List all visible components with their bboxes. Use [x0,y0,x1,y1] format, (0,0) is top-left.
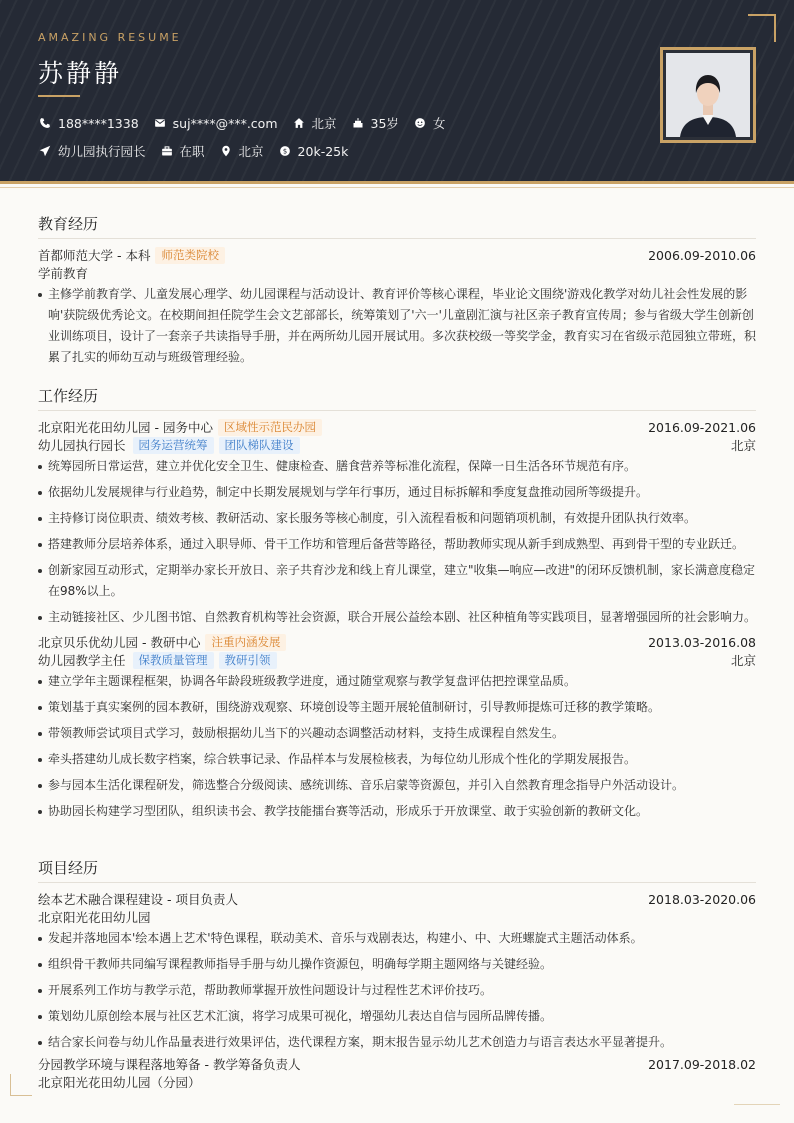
project-name: 分园教学环境与课程落地筹备 - 教学筹备负责人 [38,1057,301,1072]
project-org: 北京阳光花田幼儿园（分园） [38,1075,201,1090]
cake-icon [351,116,365,130]
job-info-row [38,142,362,160]
candidate-name: 苏静静 [38,59,123,88]
list-item: 带领教师尝试项目式学习，鼓励根据幼儿当下的兴趣动态调整活动材料，支持生成课程自然发生。 [38,723,756,744]
location-icon [219,144,233,158]
mail-icon [153,116,167,130]
education-school-tag: 师范类院校 [155,247,225,264]
job-status-info [160,142,205,160]
list-item: 发起并落地园本'绘本遇上艺术'特色课程，联动美术、音乐与戏剧表达，构建小、中、大班螺旋式主题活动体系。 [38,928,756,949]
project-org-row [38,1073,756,1091]
work-role-row [38,436,756,454]
list-item: 依据幼儿发展规律与行业趋势，制定中长期发展规划与学年行事历，通过目标拆解和季度复盘推动园所等级提升。 [38,482,756,503]
education-date: 2006.09-2010.06 [648,247,756,263]
work-bullets [38,671,756,822]
list-item: 策划基于真实案例的园本教研，围绕游戏观察、环境创设等主题开展轮值制研讨，引导教师提炼可迁移的教学策略。 [38,697,756,718]
work-role: 幼儿园教学主任 [38,653,126,668]
work-section [38,385,756,827]
resume-header [0,0,794,184]
contact-info-row [38,114,459,132]
hometown-info [292,114,337,132]
list-item: 开展系列工作坊与教学示范，帮助教师掌握开放性问题设计与过程性艺术评价技巧。 [38,980,756,1001]
work-bullets [38,456,756,628]
gender-info [413,114,446,132]
project-date: 2018.03-2020.06 [648,891,756,907]
work-date: 2013.03-2016.08 [648,634,756,650]
email-text: suj****@***.com [172,115,278,131]
salary-text: 20k-25k [297,143,349,159]
profile-photo-image [666,53,750,137]
education-section [38,213,756,373]
list-item: 统筹园所日常运营，建立并优化安全卫生、健康检查、膳食营养等标准化流程，保障一日生活各环节规范有序。 [38,456,756,477]
section-title-education: 教育经历 [38,213,756,239]
work-role-tag: 团队梯队建设 [219,437,300,454]
work-role: 幼儿园执行园长 [38,438,126,453]
work-org: 北京贝乐优幼儿园 - 教研中心 [38,635,201,650]
work-role-tag: 保教质量管理 [133,652,214,669]
list-item: 主动链接社区、少儿图书馆、自然教育机构等社会资源，联合开展公益绘本剧、社区种植角等实践项目，显著增强园所的社会影响力。 [38,607,756,628]
work-role-tag: 园务运营统筹 [133,437,214,454]
person-portrait-icon [666,53,750,137]
phone-text: 188****1338 [58,115,139,131]
section-title-projects: 项目经历 [38,857,756,883]
salary-icon [278,144,292,158]
work-entry-header [38,633,756,651]
project-org: 北京阳光花田幼儿园 [38,910,151,925]
header-divider [0,187,794,188]
list-item: 策划幼儿原创绘本展与社区艺术汇演，将学习成果可视化，增强幼儿表达自信与园所品牌传播。 [38,1006,756,1027]
salary-info [278,144,349,159]
age-info [351,114,399,132]
email-info [153,116,278,131]
resume-tagline: AMAZING RESUME [38,31,182,44]
project-entry-header [38,890,756,908]
list-item: 创新家园互动形式，定期举办家长开放日、亲子共育沙龙和线上育儿课堂，建立"收集—响应—改进"的闭环反馈机制，家长满意度稳定在98%以上。 [38,560,756,602]
corner-decoration-top-right [748,14,776,42]
work-entry-header [38,418,756,436]
send-icon [38,144,52,158]
education-major: 学前教育 [38,266,89,281]
list-item: 结合家长问卷与幼儿作品量表进行效果评估，迭代课程方案，期末报告显示幼儿艺术创造力与语言表达水平显著提升。 [38,1032,756,1053]
list-item: 组织骨干教师共同编写课程教师指导手册与幼儿操作资源包，明确每学期主题网络与关键经验。 [38,954,756,975]
list-item: 牵头搭建幼儿成长数字档案，综合轶事记录、作品样本与发展检核表，为每位幼儿形成个性化的学期发展报告。 [38,749,756,770]
target-position-text: 幼儿园执行园长 [58,144,146,159]
work-date: 2016.09-2021.06 [648,419,756,435]
education-major-row [38,264,756,282]
work-org-tag: 注重内涵发展 [205,634,286,651]
work-org-tag: 区域性示范民办园 [218,419,322,436]
gender-text: 女 [432,116,446,131]
job-status-text: 在职 [179,144,205,159]
profile-photo [660,47,756,143]
target-position-info [38,142,146,160]
list-item: 搭建教师分层培养体系，通过入职导师、骨干工作坊和管理后备营等路径，帮助教师实现从新手到成熟型、再到骨干型的专业跃迁。 [38,534,756,555]
home-icon [292,116,306,130]
project-name: 绘本艺术融合课程建设 - 项目负责人 [38,892,238,907]
list-item: 协助园长构建学习型团队，组织读书会、教学技能擂台赛等活动，形成乐于开放课堂、敢于实验创新的教研文化。 [38,801,756,822]
section-title-work: 工作经历 [38,385,756,411]
list-item: 参与园本生活化课程研发，筛选整合分级阅读、感统训练、音乐启蒙等资源包，并引入自然教育理念指导户外活动设计。 [38,775,756,796]
corner-decoration-bottom-right [734,1104,780,1105]
work-city: 北京 [730,438,756,453]
education-bullets [38,284,756,368]
phone-icon [38,116,52,130]
work-role-row [38,651,756,669]
projects-section [38,857,756,1091]
education-school: 首都师范大学 - 本科 [38,248,151,263]
hometown-text: 北京 [311,116,337,131]
work-role-tag: 教研引领 [219,652,277,669]
gender-icon [413,116,427,130]
project-entry-header [38,1055,756,1073]
list-item: 建立学年主题课程框架，协调各年龄段班级教学进度，通过随堂观察与教学复盘评估把控课堂品质。 [38,671,756,692]
svg-text:$: $ [282,147,287,156]
phone-info [38,116,139,131]
work-city-info [219,142,264,160]
list-item: 主持修订岗位职责、绩效考核、教研活动、家长服务等核心制度，引入流程看板和问题销项机制，有效提升团队执行效率。 [38,508,756,529]
list-item: 主修学前教育学、儿童发展心理学、幼儿园课程与活动设计、教育评价等核心课程，毕业论文围绕'游戏化教学对幼儿社会性发展的影响'获院级优秀论文。在校期间担任院学生会文艺部部长，统筹策划了'六一'儿童剧汇演与社区亲子教育宣传周；参与省级大学生创新创业训练项目，设计了一套亲子共读指导手册，并在两所幼儿园开展试用。多次获校级一等奖学金，教育实习在省级示范园独立带班，积累了扎实的师幼互动与班级管理经验。 [38,284,756,368]
work-org: 北京阳光花田幼儿园 - 园务中心 [38,420,213,435]
project-org-row [38,908,756,926]
age-text: 35岁 [370,116,399,131]
project-date: 2017.09-2018.02 [648,1056,756,1072]
corner-decoration-bottom-left [10,1074,32,1096]
briefcase-icon [160,144,174,158]
project-bullets [38,928,756,1053]
work-city: 北京 [730,653,756,668]
education-entry-header [38,246,756,264]
name-underline [38,95,80,97]
work-city-text: 北京 [238,144,264,159]
